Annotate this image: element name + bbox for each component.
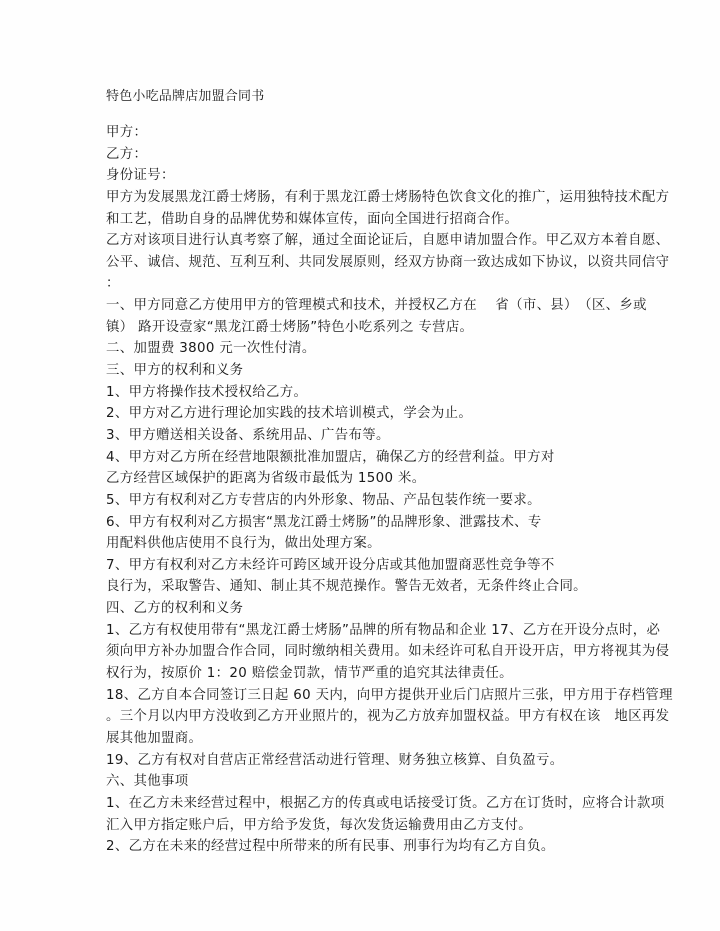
list-item-continuation: 权行为，按原价 1：20 赔偿金罚款，情节严重的追究其法律责任。 xyxy=(106,666,513,682)
section-heading: 三、甲方的权利和义务 xyxy=(106,363,244,379)
list-item-continuation: 乙方经营区域保护的距离为省级市最低为 1500 米。 xyxy=(106,471,426,487)
list-item-continuation: 展其他加盟商。 xyxy=(106,730,203,746)
list-item: 5、甲方有权利对乙方专营店的内外形象、物品、产品包装作统一要求。 xyxy=(106,492,541,508)
paragraph-line: 和工艺，借助自身的品牌优势和媒体宣传，面向全国进行招商合作。 xyxy=(106,211,519,227)
list-item: 19、乙方有权对自营店正常经营活动进行管理、财务独立核算、自负盈亏。 xyxy=(106,752,564,768)
list-item: 18、乙方自本合同签订三日起 60 天内，向甲方提供开业后门店照片三张，甲方用于存档管理 xyxy=(106,687,673,703)
paragraph-line: 公平、诚信、规范、互利互利、共同发展原则，经双方协商一致达成如下协议，以资共同信守 xyxy=(106,254,670,270)
section-heading: 六、其他事项 xyxy=(106,774,189,790)
list-item: 1、甲方将操作技术授权给乙方。 xyxy=(106,384,308,400)
party-b-field: 乙方： xyxy=(106,146,148,162)
paragraph-line: ： xyxy=(106,276,120,292)
id-number-field: 身份证号： xyxy=(106,168,175,184)
clause-2-line: 二、加盟费 3800 元一次性付清。 xyxy=(106,341,316,357)
list-item: 6、甲方有权利对乙方损害“黑龙江爵士烤肠”的品牌形象、泄露技术、专 xyxy=(106,514,542,530)
list-item: 4、甲方对乙方所在经营地限额批准加盟店，确保乙方的经营利益。甲方对 xyxy=(106,449,555,465)
paragraph-line: 乙方对该项目进行认真考察了解，通过全面论证后，自愿申请加盟合作。甲乙双方本着自愿、 xyxy=(106,233,670,249)
list-item: 2、甲方对乙方进行理论加实践的技术培训模式，学会为止。 xyxy=(106,406,473,422)
document-body xyxy=(106,122,673,858)
list-item-continuation: 良行为，采取警告、通知、制止其不规范操作。警告无效者，无条件终止合同。 xyxy=(106,579,587,595)
list-item-continuation: 。三个月以内甲方没收到乙方开业照片的，视为乙方放弃加盟权益。甲方有权在该 地区再发 xyxy=(106,709,670,725)
list-item: 3、甲方赠送相关设备、系统用品、广告布等。 xyxy=(106,427,390,443)
list-item: 7、甲方有权利对乙方未经许可跨区域开设分店或其他加盟商恶性竞争等不 xyxy=(106,557,555,573)
paragraph-line: 甲方为发展黑龙江爵士烤肠，有利于黑龙江爵士烤肠特色饮食文化的推广，运用独特技术配方 xyxy=(106,189,670,205)
clause-1-line: 镇） 路开设壹家“黑龙江爵士烤肠”特色小吃系列之 专营店。 xyxy=(106,319,474,335)
document-page xyxy=(106,88,673,858)
list-item: 1、乙方有权使用带有“黑龙江爵士烤肠”品牌的所有物品和企业 17、乙方在开设分点时，必 xyxy=(106,622,661,638)
document-title: 特色小吃品牌店加盟合同书 xyxy=(106,89,265,104)
clause-1-line: 一、甲方同意乙方使用甲方的管理模式和技术，并授权乙方在 省（市、县） （区、乡或 xyxy=(106,298,647,314)
list-item-continuation: 汇入甲方指定账户后，甲方给予发货，每次发货运输费用由乙方支付。 xyxy=(106,817,532,833)
list-item-continuation: 须向甲方补办加盟合作合同，同时缴纳相关费用。如未经许可私自开设开店，甲方将视其为侵 xyxy=(106,644,670,660)
section-heading: 四、乙方的权利和义务 xyxy=(106,601,244,617)
party-a-field: 甲方： xyxy=(106,125,148,140)
list-item-continuation: 用配料供他店使用不良行为，做出处理方案。 xyxy=(106,536,381,552)
list-item: 1、在乙方未来经营过程中，根据乙方的传真或电话接受订货。乙方在订货时，应将合计款项 xyxy=(106,795,665,811)
list-item: 2、乙方在未来的经营过程中所带来的所有民事、刑事行为均有乙方自负。 xyxy=(106,839,555,855)
